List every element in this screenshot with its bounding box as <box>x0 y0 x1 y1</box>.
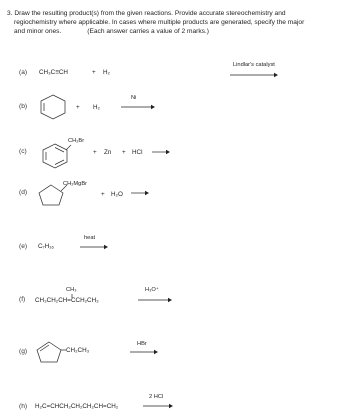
label-d: (d) <box>19 189 28 196</box>
reaction-arrow-e <box>80 244 108 250</box>
reagent2-c: HCl <box>132 149 143 156</box>
condition-b: Ni <box>131 95 137 101</box>
plus1-c: + <box>93 149 97 156</box>
substituent-g: CH₂CH₃ <box>66 347 90 354</box>
reactant-a: CH₃C≡CH <box>39 69 68 76</box>
methyl-f: CH₃ <box>66 287 77 293</box>
question-line-1: 3. Draw the resulting product(s) from the given reactions. Provide accurate stereochemistry and <box>7 10 286 17</box>
reagent1-c: Zn <box>104 149 112 156</box>
condition-e: heat <box>84 235 96 241</box>
reaction-arrow-c <box>152 149 170 155</box>
plus-d: + <box>101 191 105 198</box>
label-b: (b) <box>19 103 28 110</box>
cyclohexene-structure <box>38 94 68 120</box>
reagent-b: H₂ <box>93 104 100 111</box>
reaction-arrow-g <box>130 349 158 355</box>
question-line-3-text: and minor ones. <box>14 28 62 36</box>
substituent-d: CH₂MgBr <box>63 181 88 187</box>
label-h: (h) <box>19 403 28 410</box>
substituent-c: CH₂Br <box>68 138 85 144</box>
question-line-3 <box>7 27 347 36</box>
question-line-2: regiochemistry where applicable. In cases where multiple products are generated, specify the major <box>14 19 305 27</box>
reactant-e: C₇H₁₆ <box>38 243 54 250</box>
cyclopentene-structure <box>36 341 66 363</box>
condition-f: H₃O⁺ <box>145 287 159 293</box>
reagent-d: H₂O <box>111 191 123 198</box>
plus-b: + <box>76 104 80 111</box>
reaction-arrow-f <box>138 297 172 303</box>
condition-g: HBr <box>137 341 147 347</box>
reactant-f: CH₃CH₂CH=CCH₂CH₃ <box>35 297 99 304</box>
reaction-arrow-b <box>121 104 155 110</box>
label-g: (g) <box>19 348 28 355</box>
question-text <box>7 9 347 37</box>
reactant-h: H₂C=CHCH₂CH₂CH₂CH=CH₂ <box>35 403 119 410</box>
reaction-arrow-d <box>131 190 149 196</box>
plus2-c: + <box>122 149 126 156</box>
condition-a: Lindlar's catalyst <box>233 62 275 68</box>
label-c: (c) <box>19 148 27 155</box>
label-f: (f) <box>19 296 26 303</box>
plus-a: + <box>92 69 96 76</box>
condition-h: 2 HCl <box>149 394 164 400</box>
label-e: (e) <box>19 243 28 250</box>
reaction-arrow-h <box>143 403 173 409</box>
reaction-arrow-a <box>230 72 278 78</box>
reagent-a: H₂ <box>103 69 110 76</box>
cyclopentane-structure <box>38 184 68 206</box>
marks-note: (Each answer carries a value of 2 marks.) <box>87 28 209 36</box>
benzene-ring-structure <box>40 143 70 169</box>
label-a: (a) <box>19 69 28 76</box>
